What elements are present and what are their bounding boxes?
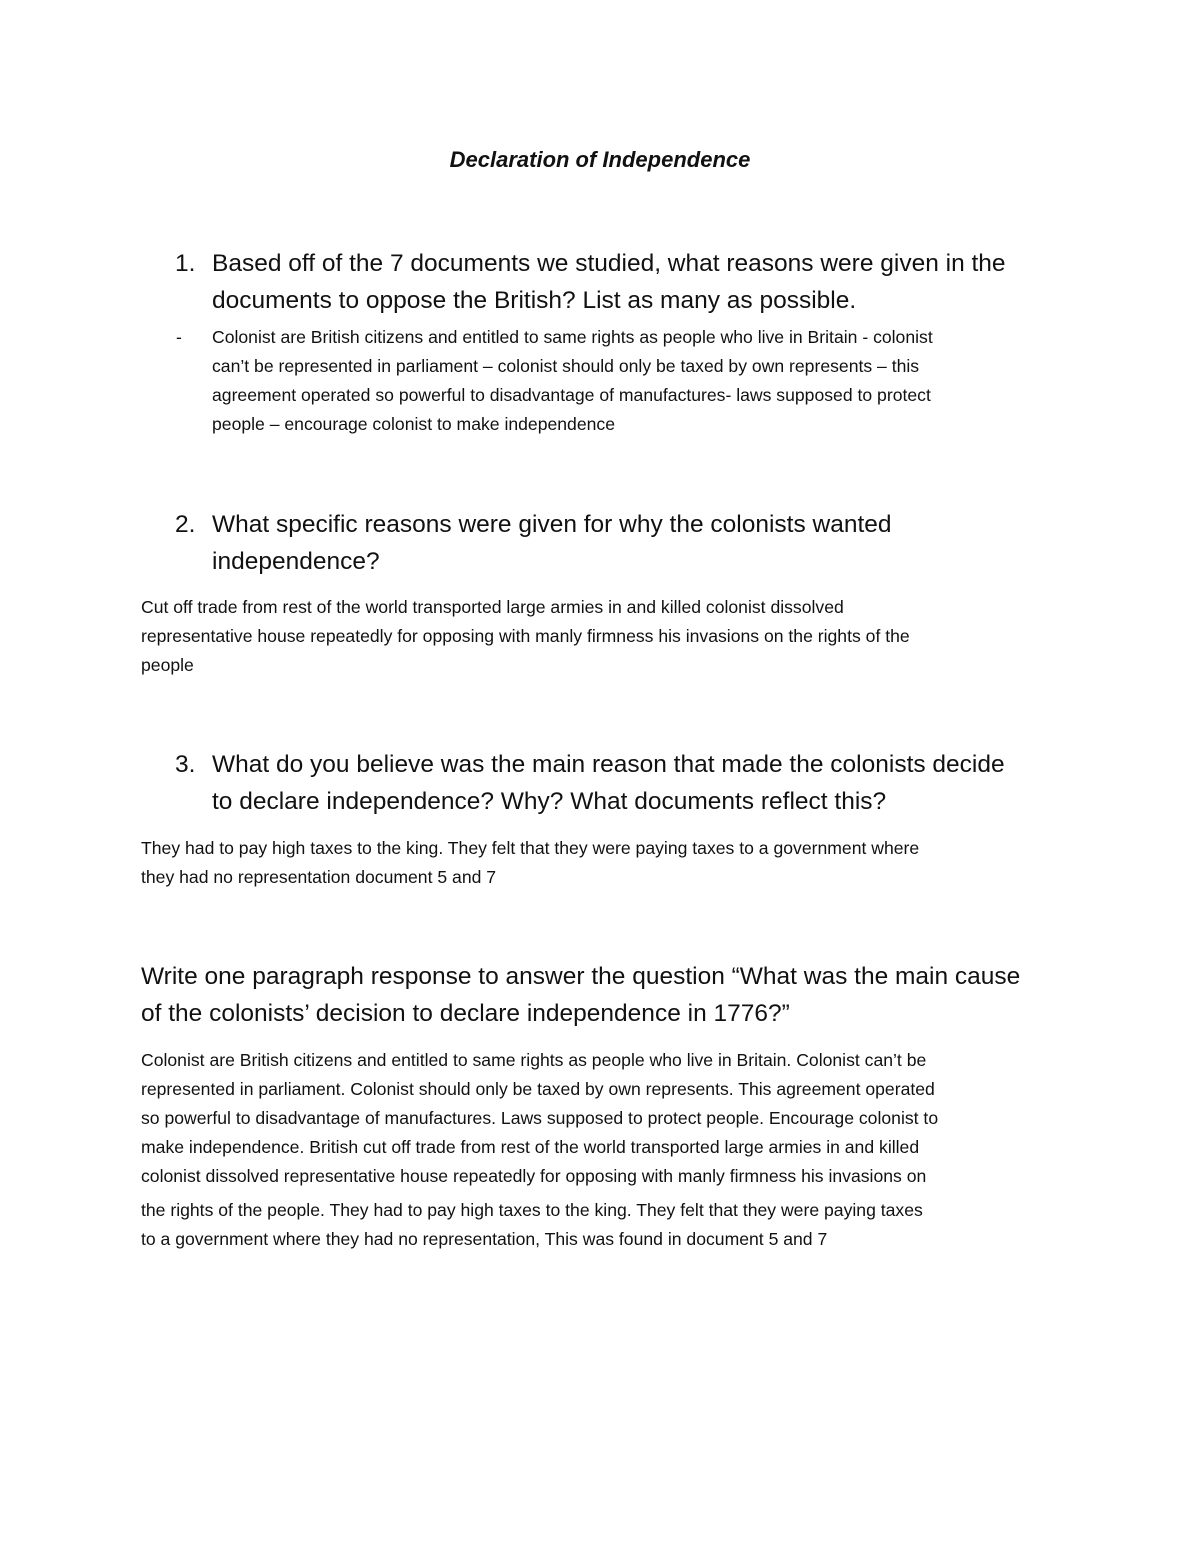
question-1-line-1: Based off of the 7 documents we studied, what reasons were given in the [212,250,1006,277]
answer-2-line-2: representative house repeatedly for opposing with manly firmness his invasions on the rights of the [141,626,910,646]
answer-3-line-2: they had no representation document 5 and 7 [141,867,497,887]
writing-answer-line-4: make independence. British cut off trade from rest of the world transported large armies in and killed [141,1137,920,1157]
writing-prompt-line-1: Write one paragraph response to answer the question “What was the main cause [141,963,1021,990]
answer-2-line-3: people [141,655,194,675]
writing-answer-line-1: Colonist are British citizens and entitled to same rights as people who live in Britain. Colonist can’t be [141,1050,927,1070]
writing-answer [141,1046,938,1254]
question-3 [175,746,1072,820]
document-title: Declaration of Independence [449,147,751,172]
writing-answer-line-3: so powerful to disadvantage of manufactures. Laws supposed to protect people. Encourage colonist to [141,1108,939,1128]
question-2-number: 2. [175,511,196,538]
question-1-line-2: documents to oppose the British? List as many as possible. [212,287,857,314]
writing-answer-line-6: the rights of the people. They had to pay high taxes to the king. They felt that they were paying taxes [141,1200,923,1220]
answer-1-line-4: people – encourage colonist to make independence [212,414,615,434]
question-3-number: 3. [175,751,196,778]
answer-1-line-1: Colonist are British citizens and entitled to same rights as people who live in Britain - colonist [212,327,933,347]
question-1 [175,245,1072,319]
answer-1-bullet: - [176,327,182,347]
question-2 [175,506,1072,580]
question-2-line-1: What specific reasons were given for why the colonists wanted [212,511,892,538]
writing-answer-line-7: to a government where they had no representation, This was found in document 5 and 7 [141,1229,828,1249]
writing-answer-line-2: represented in parliament. Colonist should only be taxed by own represents. This agreement operated [141,1079,935,1099]
answer-2 [141,593,910,680]
question-3-line-1: What do you believe was the main reason that made the colonists decide [212,751,1005,778]
answer-3-line-1: They had to pay high taxes to the king. They felt that they were paying taxes to a government where [141,838,920,858]
writing-prompt [141,958,1081,1032]
answer-1-line-2: can’t be represented in parliament – colonist should only be taxed by own represents – this [212,356,920,376]
answer-1 [176,323,933,439]
answer-1-line-3: agreement operated so powerful to disadvantage of manufactures- laws supposed to protect [212,385,931,405]
writing-answer-line-5: colonist dissolved representative house repeatedly for opposing with manly firmness his invasions on [141,1166,927,1186]
answer-2-line-1: Cut off trade from rest of the world transported large armies in and killed colonist dissolved [141,597,844,617]
writing-prompt-line-2: of the colonists’ decision to declare independence in 1776?” [141,1000,790,1027]
question-2-line-2: independence? [212,548,380,575]
question-3-line-2: to declare independence? Why? What documents reflect this? [212,788,887,815]
answer-3 [141,834,919,892]
question-1-number: 1. [175,250,196,277]
